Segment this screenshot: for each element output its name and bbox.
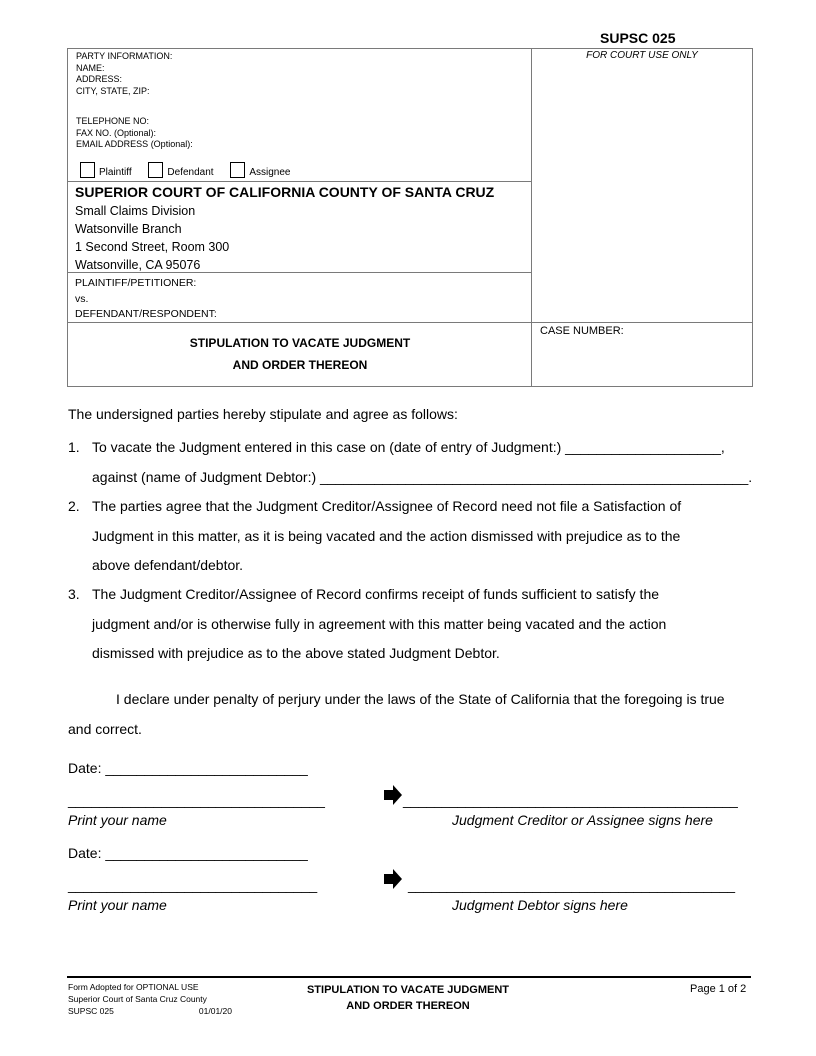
item-line: The parties agree that the Judgment Creditor/Assignee of Record need not file a Satisfaction of (92, 498, 682, 514)
date-field-2[interactable]: Date: __________________________ (68, 845, 308, 861)
plaintiff-checkbox[interactable] (80, 162, 95, 178)
stipulation-item-3 (68, 580, 758, 669)
document-title (68, 332, 532, 376)
fax-field[interactable]: FAX NO. (Optional): (76, 127, 157, 138)
item-line: The Judgment Creditor/Assignee of Record confirms receipt of funds sufficient to satisfy the (92, 586, 660, 602)
case-number-field[interactable]: CASE NUMBER: (540, 325, 624, 337)
document-title-line-2: AND ORDER THEREON (232, 358, 368, 372)
form-number: SUPSC 025 (600, 30, 676, 46)
party-role-checkboxes (80, 162, 304, 178)
footer-code-row (68, 1005, 232, 1017)
debtor-signature-field[interactable]: __________________________________________ (408, 877, 736, 893)
date-field-1[interactable]: Date: __________________________ (68, 760, 308, 776)
footer-revision: 01/01/20 (198, 1006, 232, 1016)
party-info-block (76, 51, 172, 97)
sign-here-arrow-icon (384, 869, 402, 889)
plaintiff-label: Plaintiff (99, 167, 132, 178)
court-branch: Watsonville Branch (75, 222, 182, 236)
item-line: Judgment in this matter, as it is being vacated and the action dismissed with prejudice as to the (92, 527, 681, 544)
parties-block (75, 276, 217, 323)
email-field[interactable]: EMAIL ADDRESS (Optional): (76, 139, 193, 149)
footer-title-line-2: AND ORDER THEREON (346, 1000, 470, 1012)
stipulation-item-1 (68, 433, 758, 492)
court-city: Watsonville, CA 95076 (75, 258, 201, 272)
footer-rule (67, 976, 751, 978)
telephone-field[interactable]: TELEPHONE NO: (76, 116, 150, 126)
court-street: 1 Second Street, Room 300 (75, 240, 230, 254)
versus-label: vs. (75, 292, 89, 305)
document-title-line-1: STIPULATION TO VACATE JUDGMENT (189, 336, 411, 350)
rule-party-court (67, 181, 532, 182)
item-number: 3. (68, 586, 80, 602)
debtor-sign-label: Judgment Debtor signs here (452, 897, 628, 913)
party-name-field[interactable]: NAME: (76, 62, 105, 73)
stipulation-item-2 (68, 492, 758, 581)
item-line: judgment and/or is otherwise fully in agreement with this matter being vacated and the action (92, 615, 667, 632)
item-number: 2. (68, 498, 80, 514)
plaintiff-petitioner-field[interactable]: PLAINTIFF/PETITIONER: (75, 277, 197, 289)
assignee-checkbox[interactable] (230, 162, 245, 178)
party-city-field[interactable]: CITY, STATE, ZIP: (76, 85, 150, 96)
item-number: 1. (68, 439, 80, 455)
court-address (75, 202, 229, 274)
footer-form-code: SUPSC 025 (68, 1006, 114, 1016)
page-number: Page 1 of 2 (690, 983, 747, 995)
print-name-field-1[interactable]: _________________________________ (68, 792, 325, 808)
assignee-label: Assignee (249, 167, 291, 178)
footer-adopted: Form Adopted for OPTIONAL USE (68, 982, 199, 992)
creditor-signature-field[interactable]: ___________________________________________ (403, 792, 738, 808)
party-address-field[interactable]: ADDRESS: (76, 74, 123, 84)
item-line[interactable]: To vacate the Judgment entered in this case on (date of entry of Judgment:) ____________________, (92, 439, 725, 455)
print-name-label-2: Print your name (68, 897, 167, 913)
court-use-label: FOR COURT USE ONLY (586, 50, 698, 61)
defendant-checkbox[interactable] (148, 162, 163, 178)
declaration-text: I declare under penalty of perjury under the laws of the State of California that the foregoing is true and correct. (68, 691, 725, 737)
defendant-label: Defendant (167, 167, 214, 178)
print-name-label-1: Print your name (68, 812, 167, 828)
item-line: above defendant/debtor. (92, 557, 244, 573)
footer-form-info (68, 981, 232, 1017)
party-contact-block (76, 116, 193, 151)
intro-text: The undersigned parties hereby stipulate and agree as follows: (68, 406, 458, 422)
footer-title (270, 982, 546, 1014)
item-line: dismissed with prejudice as to the above stated Judgment Debtor. (92, 645, 500, 661)
item-line[interactable]: against (name of Judgment Debtor:) _______________________________________________________. (92, 468, 753, 485)
sign-here-arrow-icon (384, 785, 402, 805)
court-division: Small Claims Division (75, 204, 196, 218)
court-name: SUPERIOR COURT OF CALIFORNIA COUNTY OF SANTA CRUZ (75, 184, 495, 200)
defendant-respondent-field[interactable]: DEFENDANT/RESPONDENT: (75, 308, 217, 320)
footer-court: Superior Court of Santa Cruz County (68, 994, 207, 1004)
footer-title-line-1: STIPULATION TO VACATE JUDGMENT (306, 984, 510, 996)
print-name-field-2[interactable]: ________________________________ (68, 877, 318, 893)
creditor-sign-label: Judgment Creditor or Assignee signs here (452, 812, 713, 828)
party-info-heading: PARTY INFORMATION: (76, 51, 173, 61)
